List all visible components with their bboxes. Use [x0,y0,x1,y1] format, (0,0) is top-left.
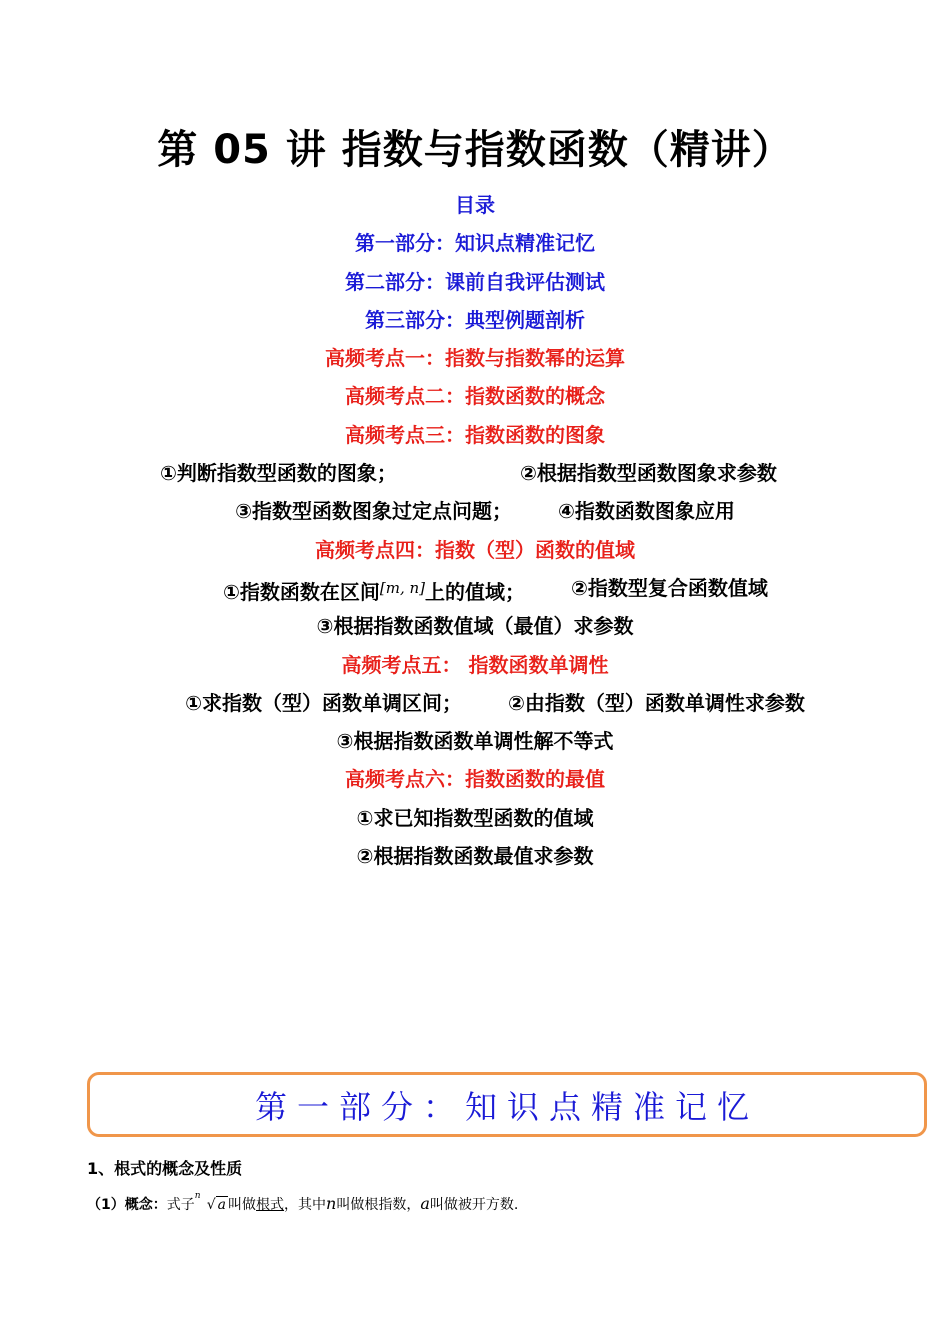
toc-topic3-row2 [0,492,950,530]
toc-part3: 第三部分：典型例题剖析 [365,307,585,332]
page-title: 第 05 讲 指数与指数函数（精讲） [157,127,793,173]
paragraph-text: 叫做被开方数. [429,1197,519,1213]
paragraph-text: 式子 [166,1197,195,1213]
paragraph-text: 叫做 [228,1197,257,1213]
paragraph-text: 叫做根指数， [336,1197,421,1213]
toc-topic4-item1-post: 上的值域； [425,579,525,604]
nth-root-expression: n √ a [194,1191,227,1213]
content-paragraph [87,1191,519,1214]
toc-topic2: 高频考点二：指数函数的概念 [345,384,605,409]
toc-topic3: 高频考点三：指数函数的图象 [345,422,605,447]
toc-topic4-item3: ③根据指数函数值域（最值）求参数 [316,614,634,639]
paragraph-label: （1）概念： [87,1197,167,1213]
interval-math: [m, n] [379,578,425,597]
toc-topic3-item4: ④指数函数图象应用 [558,499,735,524]
toc-topic5-item2: ②由指数（型）函数单调性求参数 [508,690,805,715]
term-radical: 根式 [256,1197,285,1213]
root-radicand: a [217,1197,227,1213]
toc-heading: 目录 [455,193,495,217]
toc-topic5: 高频考点五： 指数函数单调性 [341,652,609,677]
root-index: n [194,1191,201,1201]
toc-topic5-row1 [0,684,950,722]
table-of-contents [0,186,950,875]
variable-n: n [326,1194,337,1213]
variable-a: a [420,1194,430,1213]
toc-part2: 第二部分：课前自我评估测试 [345,269,605,294]
toc-topic3-row1 [0,454,950,492]
toc-topic4-row1 [0,569,950,607]
toc-topic6-item2: ②根据指数函数最值求参数 [356,844,594,869]
toc-part1: 第一部分：知识点精准记忆 [355,231,595,256]
paragraph-text: ，其中 [284,1197,327,1213]
toc-topic3-item3: ③指数型函数图象过定点问题； [235,499,512,524]
section-title: 第一部分：知识点精准记忆 [254,1087,759,1126]
toc-topic4-item1-pre: ①指数函数在区间 [222,579,380,604]
toc-topic5-item1: ①求指数（型）函数单调区间； [185,690,462,715]
toc-topic4: 高频考点四：指数（型）函数的值域 [315,537,635,562]
toc-topic5-item3: ③根据指数函数单调性解不等式 [336,729,614,754]
section-banner [87,1072,927,1137]
toc-topic4-item2: ②指数型复合函数值域 [571,575,768,600]
toc-topic3-item2: ②根据指数型函数图象求参数 [520,461,777,486]
toc-topic6: 高频考点六：指数函数的最值 [345,767,605,792]
content-heading: 1、根式的概念及性质 [87,1159,243,1178]
toc-topic6-item1: ①求已知指数型函数的值域 [356,805,594,830]
toc-topic4-item1 [149,569,571,607]
toc-topic3-item1: ①判断指数型函数的图象； [160,461,397,486]
toc-topic1: 高频考点一：指数与指数幂的运算 [325,346,625,371]
